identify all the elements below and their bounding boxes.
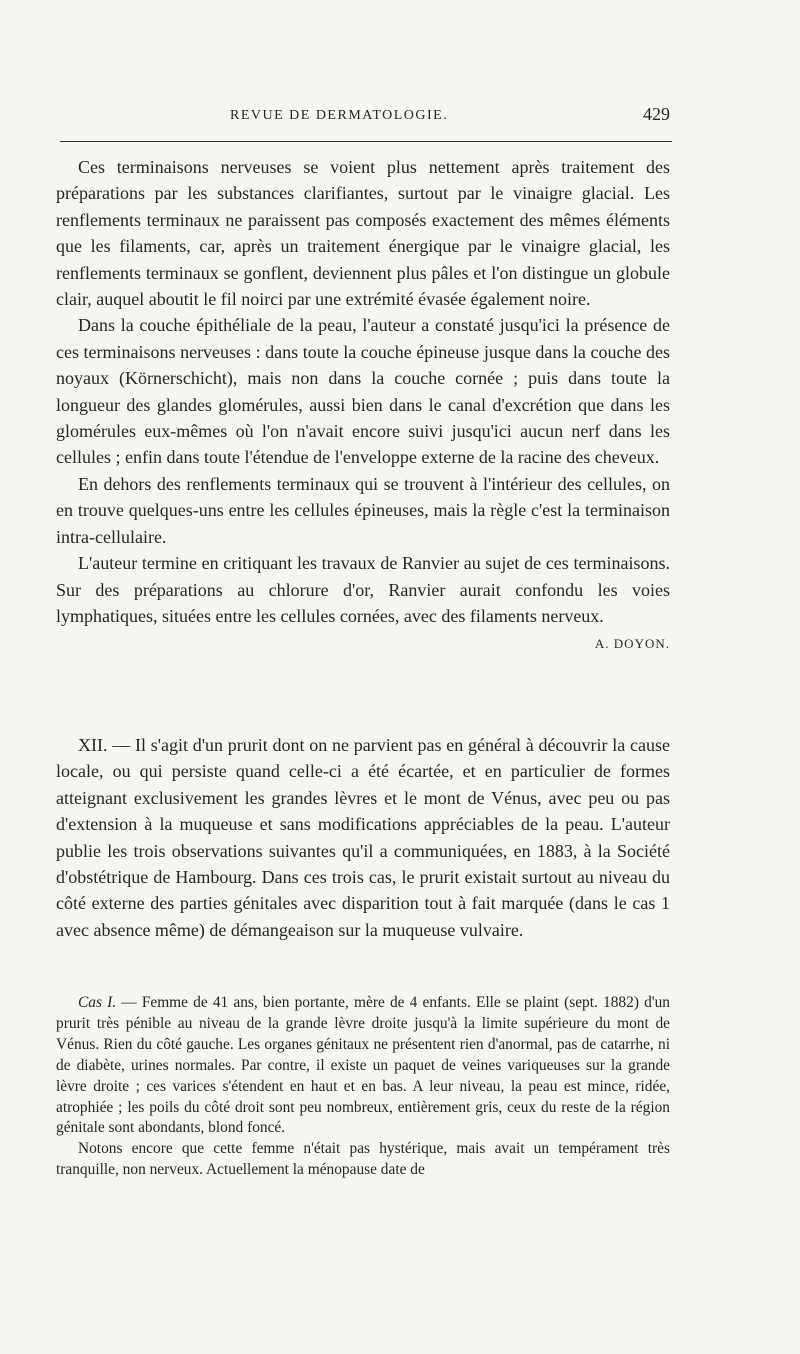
- paragraph: Ces terminaisons nerveuses se voient plus nettement après traitement des préparations par les substances clarifiantes, surtout par le vinaigre glacial. Les renflements terminaux ne paraissent pas composés exactement des mêmes éléments que les filaments, car, après un traitement énergique par le vinaigre glacial, les renflements terminaux se gonflent, deviennent plus pâles et l'on distingue un globule clair, auquel aboutit le fil noirci par une extrémité évasée également noire.: [56, 157, 670, 310]
- page-number: 429: [643, 104, 670, 124]
- paragraph: Notons encore que cette femme n'était pas hystérique, mais avait un tempérament très tranquille, non nerveux. Actuellement la ménopause date de: [56, 1140, 670, 1179]
- abstract-xii: [56, 732, 670, 943]
- case-report: [56, 993, 670, 1181]
- paragraph: [56, 550, 670, 652]
- case-text: — Femme de 41 ans, bien portante, mère de 4 enfants. Elle se plaint (sept. 1882) d'un prurit très pénible au niveau de la grande lèvre droite jusqu'à la limite supérieure du mont de Vénus. Rien du côté gauche. Les organes génitaux ne présentent rien d'anormal, pas de catarrhe, ni de diabète, urines normales. Par contre, il existe un paquet de veines variqueuses sur la grande lèvre droite ; ces varices s'étendent en haut et en bas. A leur niveau, la peau est mince, ridée, atrophiée ; les poils du côté droit sont peu nombreux, entièrement gris, ceux du reste de la région génitale sont abondants, blond foncé.: [56, 994, 670, 1137]
- running-title: REVUE DE DERMATOLOGIE.: [230, 108, 449, 123]
- abstract-doyon: [56, 154, 670, 658]
- author-signature: A. DOYON.: [594, 636, 670, 652]
- case-label: Cas I.: [78, 994, 117, 1011]
- running-header: [60, 104, 670, 128]
- header-rule: [60, 141, 672, 142]
- paragraph: XII. — Il s'agit d'un prurit dont on ne parvient pas en général à découvrir la cause locale, ou qui persiste quand celle-ci a été écartée, et en particulier de formes atteignant exclusivement les grandes lèvres et le mont de Vénus, avec peu ou pas d'extension à la muqueuse et sans modifications appréciables de la peau. L'auteur publie les trois observations suivantes qu'il a communiquées, en 1883, à la Société d'obstétrique de Hambourg. Dans ces trois cas, le prurit existait surtout au niveau du côté externe des parties génitales avec disparition tout à fait marquée (dans le cas 1 avec absence même) de démangeaison sur la muqueuse vulvaire.: [56, 735, 670, 940]
- paragraph: Dans la couche épithéliale de la peau, l'auteur a constaté jusqu'ici la présence de ces terminaisons nerveuses : dans toute la couche épineuse jusque dans la couche des noyaux (Körnerschicht), mais non dans la couche cornée ; puis dans toute la longueur des glandes glomérules, aussi bien dans le canal d'excrétion que dans les glomérules eux-mêmes où l'on n'avait encore suivi jusqu'ici aucun nerf dans les cellules ; enfin dans toute l'étendue de l'enveloppe externe de la racine des cheveux.: [56, 315, 670, 468]
- paragraph: En dehors des renflements terminaux qui se trouvent à l'intérieur des cellules, on en trouve quelques-uns entre les cellules épineuses, mais la règle c'est la terminaison intra-cellulaire.: [56, 473, 670, 547]
- paragraph: [56, 993, 670, 1139]
- paragraph-text: L'auteur termine en critiquant les travaux de Ranvier au sujet de ces terminaisons. Sur des préparations au chlorure d'or, Ranvier aurait confondu les voies lymphatiques, situées entre les cellules cornées, avec des filaments nerveux.: [56, 553, 670, 626]
